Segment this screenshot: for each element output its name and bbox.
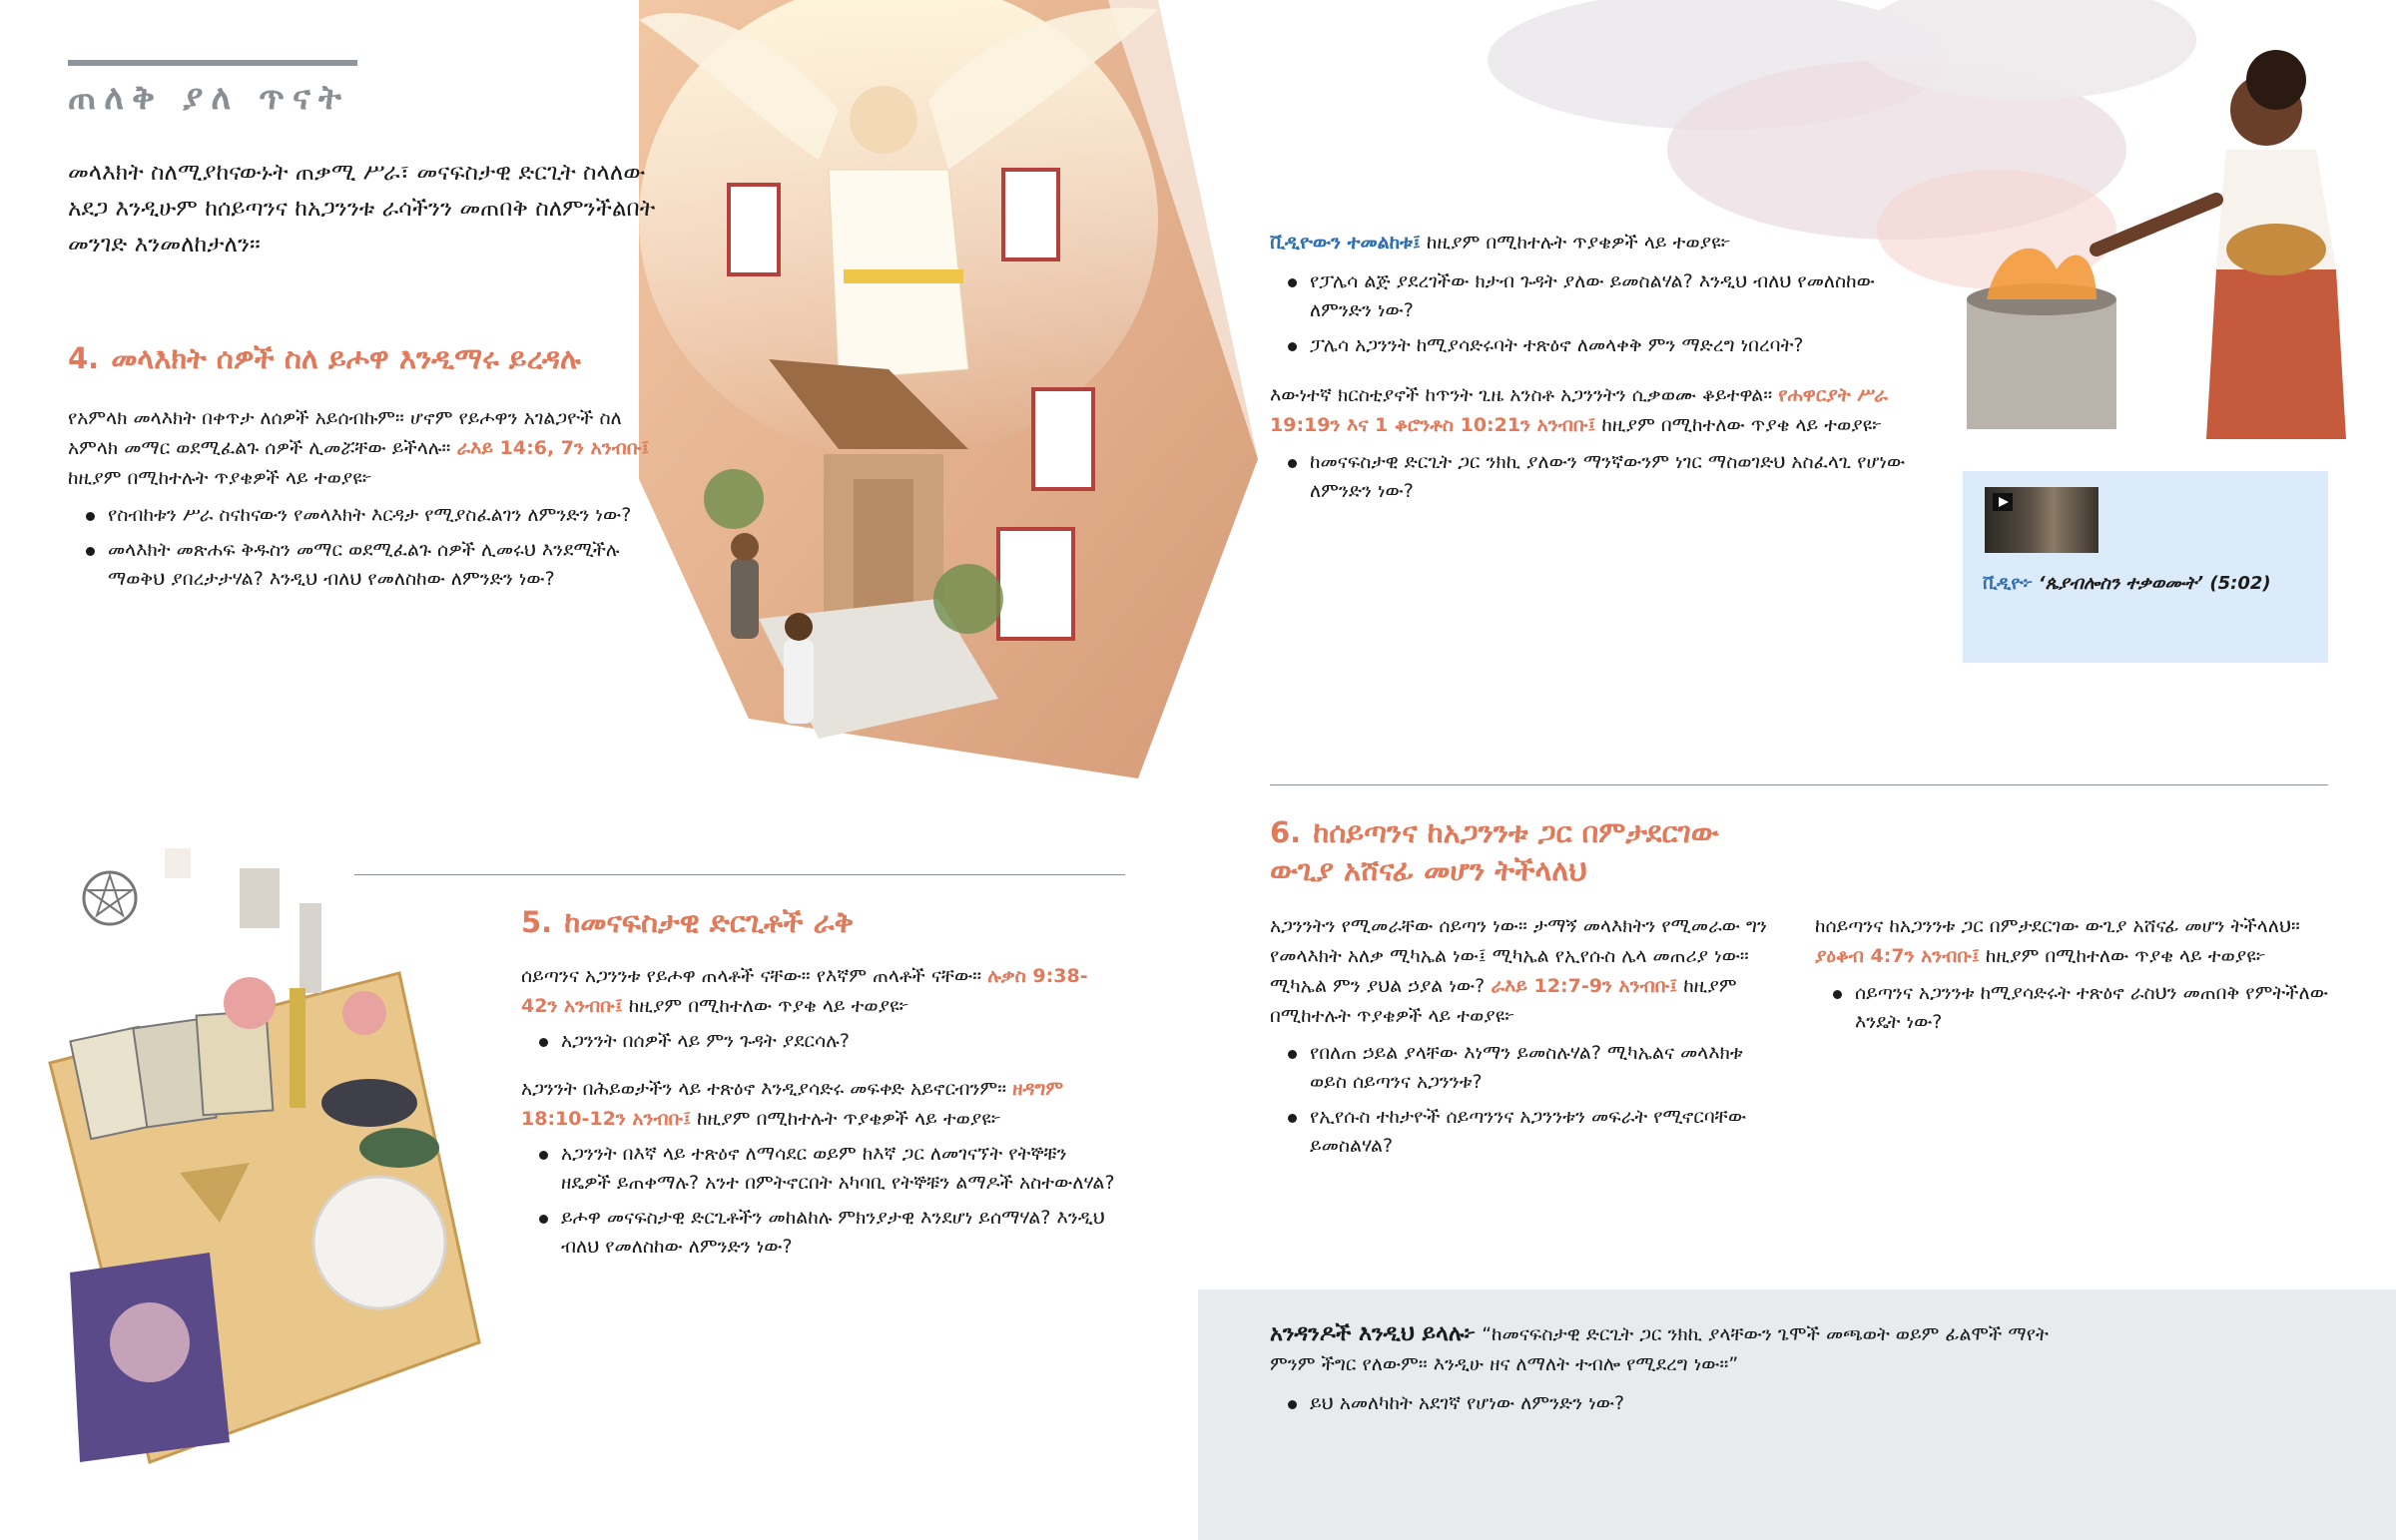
video-title[interactable]: ‘ጴያብሎስን ተቃወሙት’ (5:02) [2038, 573, 2271, 594]
section-5-rule [354, 874, 1125, 875]
question-item: አጋንንት በሰዎች ላይ ምን ጉዳት ያደርሳሉ? [561, 1027, 1120, 1056]
section-6-questions-1 [1270, 1039, 1769, 1161]
video-caption [1983, 571, 2312, 597]
section-6-number: 6. [1270, 815, 1302, 849]
question-item: ፓሌሳ አጋንንት ከሚያሳድሩባት ተጽዕኖ ለመላቀቅ ምን ማድረግ ነበረባት? [1310, 331, 1909, 360]
section-6-rule [1270, 784, 2328, 785]
some-say-box [1198, 1289, 2396, 1540]
video-box[interactable] [1963, 471, 2328, 663]
section-6-text-2: ከሰይጣንና ከአጋንንቱ ጋር በምታደርገው ውጊያ አሸናፊ መሆን ትችላለህ። [1815, 915, 2300, 937]
section-4-scripture-link[interactable]: ራእይ 14:6, 7ን አንብቡ፤ [456, 437, 650, 459]
section-6-instruction-2: ከዚያም በሚከተለው ጥያቄ ላይ ተወያዩ፦ [1985, 945, 2266, 967]
section-4-text: የአምላክ መላእክት በቀጥታ ለሰዎች አይሰብኩም። ሆኖም የይሖዋን አገልጋዮች ስለ አምላክ መማር ወደሚፈልጉ ሰዎች ሊመሯቸው ይችላሉ። [68, 407, 622, 459]
section-5-instruction-1: ከዚያም በሚከተለው ጥያቄ ላይ ተወያዩ፦ [628, 995, 909, 1017]
section-5-scripture-link-2[interactable]: ዘዳግም 18:10-12ን አንብቡ፤ [521, 1078, 1064, 1130]
watch-video-link[interactable]: ቪዲዮውን ተመልከቱ፤ [1270, 232, 1421, 254]
section-6-paragraph-2 [1815, 911, 2334, 971]
some-say-content [1270, 1319, 2069, 1424]
some-say-paragraph [1270, 1319, 2069, 1379]
some-say-quote: “ከመናፍስታዊ ድርጊት ጋር ንክኪ ያላቸውን ጌሞች መጫወት ወይም ፊልሞች ማየት ምንም ችግር የለውም። እንዲሁ ዘና ለማለት ተብሎ የሚደረግ ነው።” [1270, 1323, 2049, 1375]
section-4-paragraph [68, 403, 667, 493]
section-6-paragraph-1 [1270, 911, 1769, 1031]
section-6-instruction-1: ከዚያም በሚከተሉት ጥያቄዎች ላይ ተወያዩ፦ [1270, 975, 1737, 1027]
intro-title: ጠለቅ ያለ ጥናት [68, 78, 350, 118]
section-5-instruction-2: ከዚያም በሚከተሉት ጥያቄዎች ላይ ተወያዩ፦ [697, 1108, 1001, 1130]
section-5 [521, 903, 1120, 1268]
section-6-questions-2 [1815, 979, 2334, 1037]
section-5-paragraph-2 [521, 1074, 1120, 1134]
section-5-scripture-link-1[interactable]: ሉቃስ 9:38-42ን አንብቡ፤ [521, 965, 1088, 1017]
section-5-paragraph-1 [521, 961, 1120, 1021]
question-item: የፓሌሳ ልጅ ያደረገችው ክታብ ጉዳት ያለው ይመስልሃል? እንዲህ ብለህ የመለስከው ለምንድን ነው? [1310, 267, 1909, 325]
video-thumbnail[interactable] [1985, 487, 2098, 553]
section-6-scripture-link-1[interactable]: ራእይ 12:7-9ን አንብቡ፤ [1491, 975, 1678, 997]
section-4-heading [68, 339, 667, 377]
section-4 [68, 339, 667, 600]
section-5-questions-2 [521, 1140, 1120, 1262]
intro-rule [68, 60, 357, 66]
play-icon[interactable] [1993, 493, 2013, 511]
section-4-number: 4. [68, 341, 100, 375]
christians-text: እውነተኛ ክርስቲያኖች ከጥንት ጊዜ አንስቶ አጋንንትን ሲቃወሙ ቆይተዋል። [1270, 384, 1773, 406]
video-label[interactable]: ቪዲዮ፦ [1983, 573, 2034, 594]
video-instruction-text: ከዚያም በሚከተሉት ጥያቄዎች ላይ ተወያዩ፦ [1426, 232, 1731, 254]
acts-corinthians-link[interactable]: የሐዋርያት ሥራ 19:19ን እና 1 ቆሮንቶስ 10:21ን አንብቡ፤ [1270, 384, 1888, 436]
some-say-questions [1270, 1389, 2069, 1418]
occult-items-illustration [40, 843, 509, 1482]
section-5-text-1: ሰይጣንና አጋንንቱ የይሖዋ ጠላቶች ናቸው። የእኛም ጠላቶች ናቸው። [521, 965, 982, 987]
section-5-heading [521, 903, 1120, 941]
section-4-instruction: ከዚያም በሚከተሉት ጥያቄዎች ላይ ተወያዩ፦ [68, 467, 372, 489]
angel-house-illustration [639, 0, 1258, 808]
question-item: የስብከቱን ሥራ ስናከናውን የመላእክት እርዳታ የሚያስፈልገን ለምንድን ነው? [108, 501, 667, 530]
question-item: የኢየሱስ ተከታዮች ሰይጣንንና አጋንንቱን መፍራት የሚኖርባቸው ይመስልሃል? [1310, 1103, 1769, 1161]
section-4-questions [68, 501, 667, 594]
christians-instruction: ከዚያም በሚከተለው ጥያቄ ላይ ተወያዩ፦ [1601, 414, 1883, 436]
section-6-title: ከሰይጣንና ከአጋንንቱ ጋር በምታደርገው ውጊያ አሸናፊ መሆን ትችላለህ [1270, 815, 1719, 887]
question-item: ከመናፍስታዊ ድርጊት ጋር ንክኪ ያለውን ማንኛውንም ነገር ማስወገድህ አስፈላጊ የሆነው ለምንድን ነው? [1310, 448, 1909, 506]
question-item: መላእክት መጽሐፍ ቅዱስን መማር ወደሚፈልጉ ሰዎች ሊመሩህ እንደሚችሉ ማወቅህ ያበረታታሃል? እንዲህ ብለህ የመለስከው ለምንድን ነው? [108, 536, 667, 594]
question-item: ይህ አመለካከት አደገኛ የሆነው ለምንድን ነው? [1310, 1389, 2069, 1418]
section-6-heading [1270, 813, 1769, 889]
christians-paragraph [1270, 380, 1909, 440]
intro-text: መላእክት ስለሚያከናውኑት ጠቃሚ ሥራ፣ መናፍስታዊ ድርጊት ስላለው አደጋ እንዲሁም ከሰይጣንና ከአጋንንቱ ራሳችንን መጠበቅ ስለምንችልበት መንገድ እንመለከታለን። [68, 160, 656, 257]
video-instruction [1270, 228, 1909, 257]
some-say-label: አንዳንዶች እንዲህ ይላሉ፦ [1270, 1321, 1477, 1346]
section-5-text-2: አጋንንት በሕይወታችን ላይ ተጽዕኖ እንዲያሳድሩ መፍቀድ አይኖርብንም። [521, 1078, 1007, 1100]
section-5-number: 5. [521, 905, 553, 939]
section-5-questions-1 [521, 1027, 1120, 1056]
section-6-scripture-link-2[interactable]: ያዕቆብ 4:7ን አንብቡ፤ [1815, 945, 1980, 967]
section-6-column-2 [1815, 911, 2334, 1043]
question-item: የበለጠ ኃይል ያላቸው እነማን ይመስሉሃል? ሚካኤልና መላእክቱ ወይስ ሰይጣንና አጋንንቱ? [1310, 1039, 1769, 1097]
question-item: አጋንንት በእኛ ላይ ተጽዕኖ ለማሳደር ወይም ከእኛ ጋር ለመገናኘት የትኞቹን ዘዴዎች ይጠቀማሉ? አንተ በምትኖርበት አካባቢ የትኞቹን ልማዶች አስተውለሃል? [561, 1140, 1120, 1198]
video-questions [1270, 267, 1909, 360]
question-item: ሰይጣንና አጋንንቱ ከሚያሳድሩት ተጽዕኖ ራስህን መጠበቅ የምትችለው እንዴት ነው? [1855, 979, 2334, 1037]
section-6-text-1: አጋንንትን የሚመራቸው ሰይጣን ነው። ታማኝ መላእክትን የሚመራው ግን የመላእክት አለቃ ሚካኤል ነው፤ ሚካኤል የኢየሱስ ሌላ መጠሪያ ነው። ሚካኤል ምን ያህል ኃያል ነው? [1270, 915, 1768, 997]
section-4-title: መላእክት ሰዎች ስለ ይሖዋ እንዲማሩ ይረዳሉ [111, 341, 581, 375]
section-6 [1270, 813, 1769, 1167]
video-discussion [1270, 228, 1909, 512]
question-item: ይሖዋ መናፍስታዊ ድርጊቶችን መከልከሉ ምክንያታዊ እንደሆነ ይሰማሃል? እንዲህ ብለህ የመለስከው ለምንድን ነው? [561, 1204, 1120, 1262]
christians-questions [1270, 448, 1909, 506]
section-5-title: ከመናፍስታዊ ድርጊቶች ራቅ [564, 905, 854, 939]
